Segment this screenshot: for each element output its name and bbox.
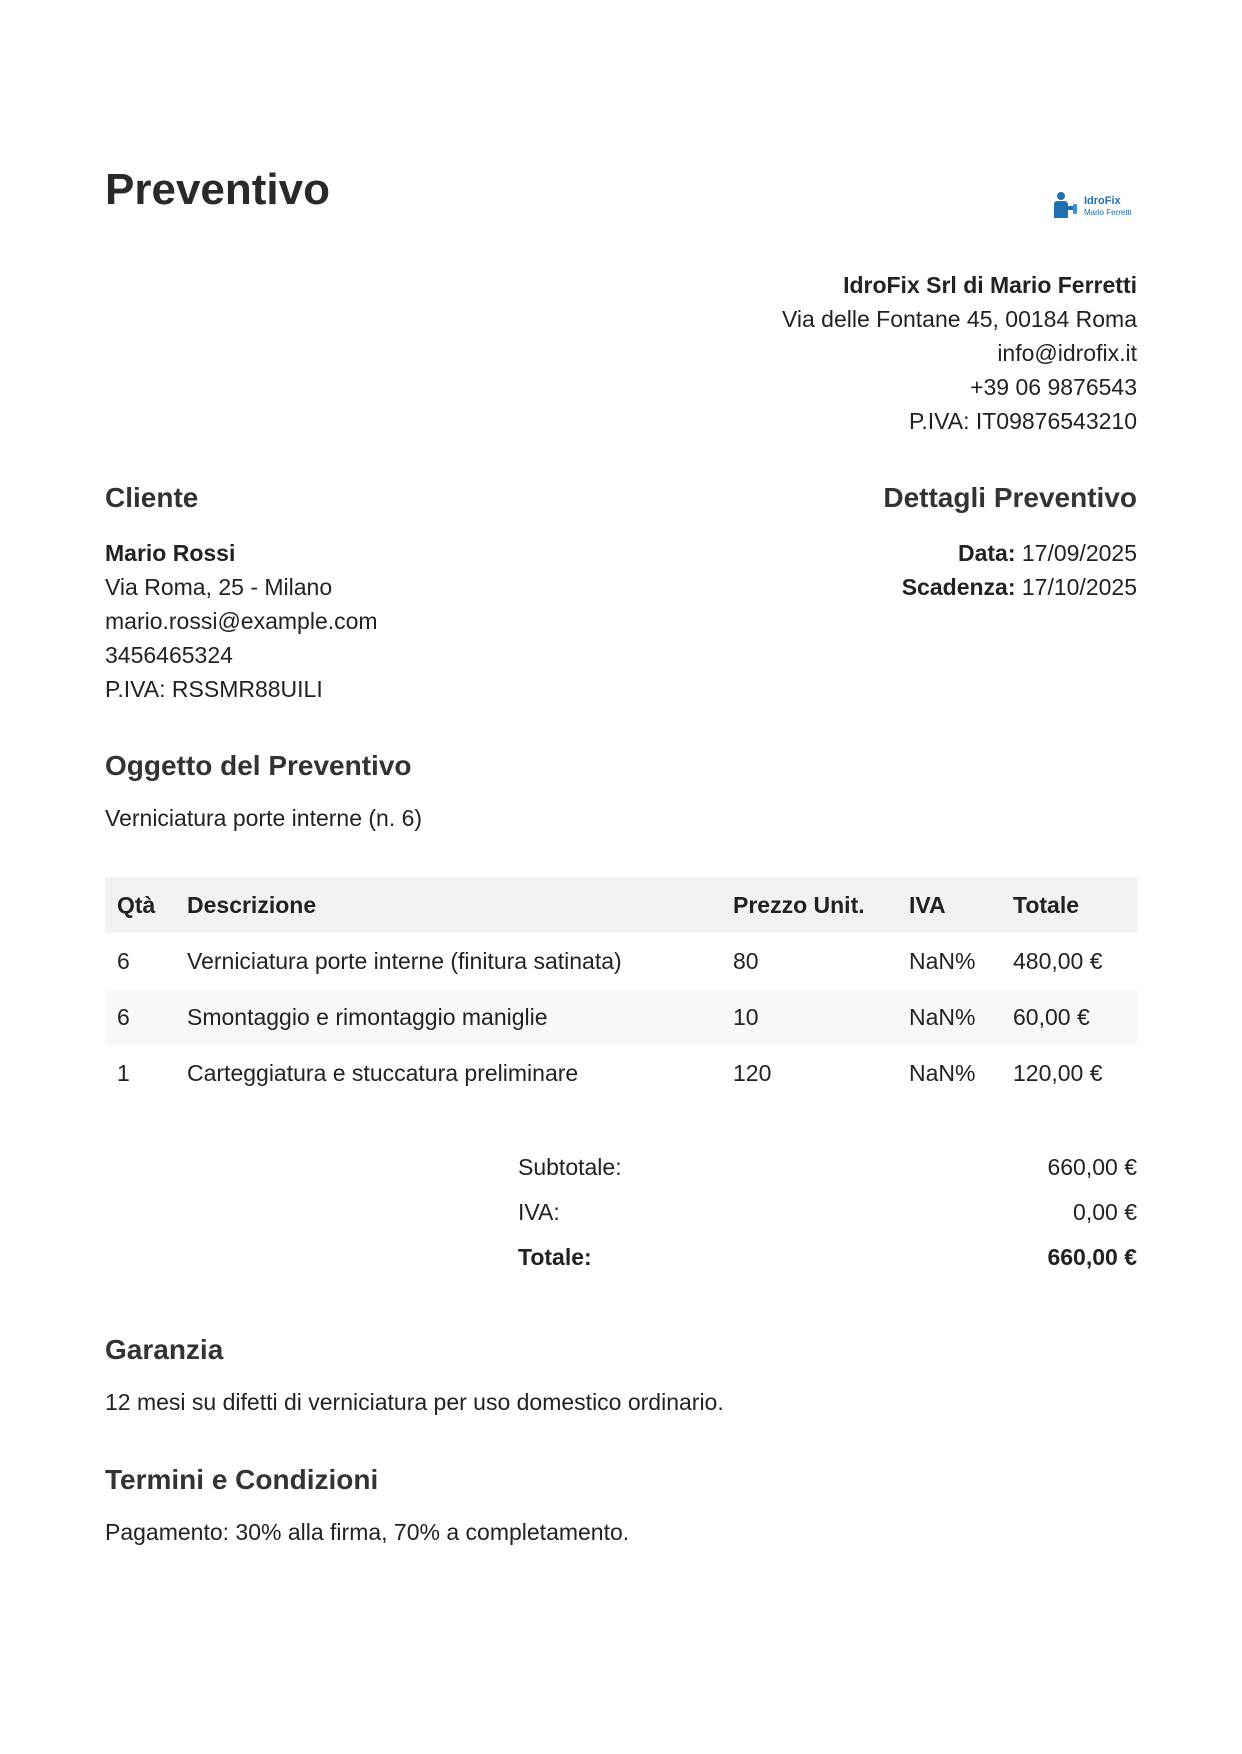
terms-heading: Termini e Condizioni — [105, 1464, 379, 1495]
company-email[interactable]: info@idrofix.it — [997, 340, 1137, 366]
client-heading: Cliente — [105, 482, 199, 513]
row-total: 120,00 € — [1013, 1059, 1103, 1086]
col-vat: IVA — [897, 877, 1001, 933]
row-description: Smontaggio e rimontaggio maniglie — [175, 989, 721, 1045]
details-heading: Dettagli Preventivo — [883, 482, 1137, 513]
subtotal-value: 660,00 € — [1047, 1154, 1137, 1180]
row-unit-price: 10 — [721, 989, 897, 1045]
vat-row — [518, 1190, 1137, 1235]
row-qty: 6 — [105, 989, 175, 1045]
client-email[interactable]: mario.rossi@example.com — [105, 608, 378, 634]
items-table — [105, 877, 1137, 1101]
client-address: Via Roma, 25 - Milano — [105, 574, 333, 600]
quote-details — [902, 536, 1137, 604]
table-header-row — [105, 877, 1137, 933]
warranty-text: 12 mesi su difetti di verniciatura per uso domestico ordinario. — [105, 1389, 724, 1415]
terms-text: Pagamento: 30% alla firma, 70% a completamento. — [105, 1519, 630, 1545]
vat-label: IVA: — [518, 1199, 560, 1225]
row-qty: 1 — [117, 1059, 130, 1086]
logo-subtitle: Mario Ferretti — [1084, 208, 1132, 217]
col-total: Totale — [1001, 877, 1137, 933]
company-logo — [1052, 190, 1132, 224]
client-vat: P.IVA: RSSMR88UILI — [105, 676, 323, 702]
quote-due-date — [902, 570, 1137, 604]
total-row — [518, 1235, 1137, 1280]
row-qty: 6 — [117, 947, 130, 974]
company-phone: +39 06 9876543 — [970, 374, 1137, 400]
client-name: Mario Rossi — [105, 540, 236, 566]
total-label: Totale: — [518, 1244, 592, 1270]
row-unit-price: 80 — [733, 947, 759, 974]
client-phone: 3456465324 — [105, 642, 233, 668]
table-row — [105, 933, 1137, 989]
due-value: 17/10/2025 — [1021, 574, 1137, 600]
row-total: 60,00 € — [1001, 989, 1137, 1045]
company-vat: P.IVA: IT09876543210 — [908, 408, 1137, 434]
warranty-heading: Garanzia — [105, 1334, 224, 1365]
row-unit-price: 120 — [733, 1059, 772, 1086]
company-info — [782, 268, 1137, 438]
plumber-icon — [1052, 190, 1080, 220]
totals-summary — [518, 1145, 1137, 1280]
row-vat: NaN% — [909, 947, 976, 974]
row-description: Carteggiatura e stuccatura preliminare — [187, 1059, 579, 1086]
col-unit-price: Prezzo Unit. — [721, 877, 897, 933]
client-info — [105, 536, 378, 706]
quote-date — [902, 536, 1137, 570]
col-description: Descrizione — [175, 877, 721, 933]
vat-value: 0,00 € — [1073, 1199, 1137, 1225]
logo-name: IdroFix — [1084, 195, 1121, 207]
company-address: Via delle Fontane 45, 00184 Roma — [781, 306, 1137, 332]
row-total: 480,00 € — [1013, 947, 1103, 974]
total-value: 660,00 € — [1047, 1244, 1137, 1270]
table-row — [105, 1045, 1137, 1101]
date-label: Data: — [957, 540, 1016, 566]
table-row — [105, 989, 1137, 1045]
company-name: IdroFix Srl di Mario Ferretti — [843, 272, 1137, 298]
date-value: 17/09/2025 — [1021, 540, 1137, 566]
row-vat: NaN% — [897, 989, 1001, 1045]
subject-text: Verniciatura porte interne (n. 6) — [105, 805, 423, 831]
due-label: Scadenza: — [901, 574, 1016, 600]
col-qty: Qtà — [105, 877, 175, 933]
subject-heading: Oggetto del Preventivo — [105, 750, 412, 781]
row-description: Verniciatura porte interne (finitura satinata) — [187, 947, 622, 974]
subtotal-label: Subtotale: — [518, 1154, 622, 1180]
subtotal-row — [518, 1145, 1137, 1190]
page-title: Preventivo — [105, 165, 330, 214]
row-vat: NaN% — [909, 1059, 976, 1086]
